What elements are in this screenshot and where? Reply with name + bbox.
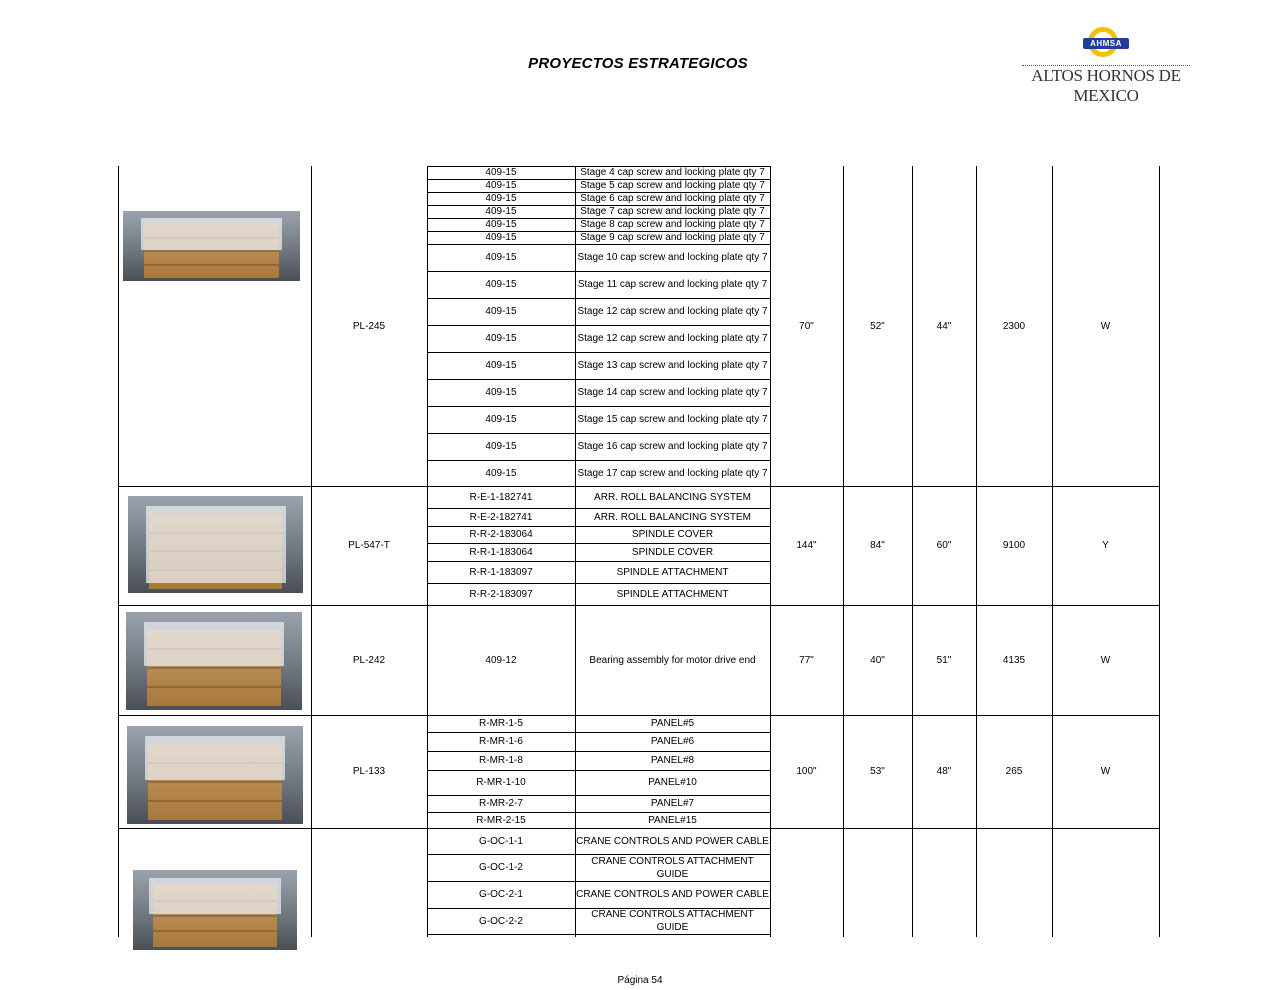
description-cell: Stage 15 cap screw and locking plate qty 7 [577, 414, 768, 425]
part-number-cell: R-MR-2-15 [476, 814, 526, 826]
description-cell: Stage 10 cap screw and locking plate qty 7 [577, 252, 768, 263]
description-cell: SPINDLE ATTACHMENT [616, 566, 729, 578]
part-number-cell: G-OC-1-1 [479, 835, 523, 847]
part-number-cell: R-MR-1-6 [479, 736, 523, 747]
part-number-cell: R-E-2-182741 [469, 511, 533, 523]
description-cell: Stage 7 cap screw and locking plate qty 7 [580, 206, 765, 217]
description-cell: PANEL#15 [648, 814, 697, 826]
height-cell: 51" [936, 654, 952, 666]
part-number-cell: 409-15 [485, 180, 517, 191]
part-number-cell: 409-15 [485, 232, 517, 243]
description-cell: ARR. ROLL BALANCING SYSTEM [594, 491, 751, 503]
length-cell: 100" [796, 766, 817, 777]
weight-cell: 9100 [1002, 540, 1026, 551]
class-code-cell [1052, 828, 1159, 934]
description-cell: PANEL#10 [648, 777, 697, 788]
description-cell: CRANE CONTROLS ATTACHMENT GUIDE [591, 909, 754, 933]
height-cell: 60" [936, 540, 952, 551]
row-divider [427, 934, 771, 935]
class-code-cell: W [1100, 320, 1111, 332]
part-number-cell: G-OC-1-2 [479, 862, 523, 873]
package-id-cell: PL-133 [352, 766, 386, 777]
part-number-cell: 409-15 [485, 279, 517, 290]
description-cell: PANEL#5 [650, 718, 695, 729]
logo-badge: AHMSA [1083, 38, 1129, 49]
class-code-cell: W [1100, 766, 1111, 777]
part-number-cell: G-OC-2-1 [479, 889, 523, 900]
description-cell: Bearing assembly for motor drive end [589, 654, 756, 666]
part-number-cell: G-OC-2-2 [479, 915, 523, 927]
part-number-cell: 409-15 [485, 441, 517, 452]
description-cell: SPINDLE COVER [631, 529, 714, 540]
description-cell: Stage 14 cap screw and locking plate qty 7 [577, 387, 768, 398]
description-cell: PANEL#8 [650, 755, 695, 766]
part-number-cell: R-R-2-183097 [469, 588, 533, 600]
width-cell: 52" [870, 320, 885, 332]
page-number: Página 54 [617, 975, 663, 986]
height-cell: 48" [936, 766, 952, 777]
width-cell [843, 828, 912, 934]
height-cell: 44" [936, 320, 952, 332]
part-number-cell: R-E-1-182741 [469, 491, 533, 503]
description-cell: PANEL#7 [650, 798, 695, 809]
crate-photo [127, 726, 303, 824]
part-number-cell: 409-12 [485, 654, 517, 666]
part-number-cell: R-R-2-183064 [469, 529, 533, 540]
package-id-cell [311, 828, 427, 934]
length-cell: 144" [796, 540, 817, 551]
description-cell: Stage 9 cap screw and locking plate qty 7 [580, 232, 765, 243]
width-cell: 84" [870, 540, 885, 551]
company-logo [1020, 24, 1192, 105]
description-cell: CRANE CONTROLS AND POWER CABLE [576, 889, 769, 900]
crate-photo [126, 612, 302, 710]
part-number-cell: 409-15 [485, 467, 517, 479]
length-cell [770, 828, 843, 934]
part-number-cell: R-MR-1-5 [479, 718, 523, 729]
column-divider [1159, 166, 1160, 937]
part-number-cell: 409-15 [485, 193, 517, 204]
part-number-cell: R-MR-1-10 [476, 777, 526, 788]
class-code-cell: W [1100, 654, 1111, 666]
length-cell: 77" [799, 654, 814, 666]
package-id-cell: PL-242 [352, 654, 386, 666]
description-cell: CRANE CONTROLS AND POWER CABLE [576, 835, 769, 847]
page-title: PROYECTOS ESTRATEGICOS [528, 55, 748, 72]
logo-company-name: ALTOS HORNOS DE MEXICO [1031, 66, 1181, 105]
part-number-cell: 409-15 [485, 206, 517, 217]
description-cell: Stage 16 cap screw and locking plate qty 7 [577, 441, 768, 452]
part-number-cell: 409-15 [485, 306, 517, 317]
part-number-cell: R-R-1-183064 [469, 546, 533, 558]
description-cell: SPINDLE COVER [631, 546, 714, 558]
width-cell: 40" [870, 654, 885, 666]
description-cell: ARR. ROLL BALANCING SYSTEM [594, 511, 751, 523]
description-cell: Stage 17 cap screw and locking plate qty 7 [577, 467, 768, 479]
part-number-cell: 409-15 [485, 219, 517, 230]
description-cell: CRANE CONTROLS ATTACHMENT GUIDE [591, 855, 754, 880]
description-cell: Stage 13 cap screw and locking plate qty 7 [577, 360, 768, 371]
description-cell: Stage 5 cap screw and locking plate qty 7 [580, 180, 765, 191]
crate-photo [133, 870, 297, 950]
weight-cell [976, 828, 1052, 934]
description-cell: PANEL#6 [650, 736, 695, 747]
part-number-cell: 409-15 [485, 360, 517, 371]
description-cell: Stage 12 cap screw and locking plate qty 7 [577, 306, 768, 317]
class-code-cell: Y [1102, 540, 1109, 551]
part-number-cell: R-MR-1-8 [479, 755, 523, 766]
description-cell: Stage 12 cap screw and locking plate qty 7 [577, 333, 768, 344]
package-id-cell: PL-547-T [348, 540, 390, 551]
description-cell: Stage 8 cap screw and locking plate qty 7 [580, 219, 765, 230]
weight-cell: 2300 [1002, 320, 1026, 332]
weight-cell: 4135 [1002, 654, 1026, 666]
part-number-cell: 409-15 [485, 167, 517, 178]
width-cell: 53" [870, 766, 885, 777]
part-number-cell: 409-15 [485, 333, 517, 344]
description-cell: Stage 11 cap screw and locking plate qty 7 [577, 279, 768, 290]
part-number-cell: 409-15 [485, 414, 517, 425]
height-cell [912, 828, 976, 934]
part-number-cell: 409-15 [485, 252, 517, 263]
description-cell: Stage 6 cap screw and locking plate qty 7 [580, 193, 765, 204]
part-number-cell: 409-15 [485, 387, 517, 398]
weight-cell: 265 [1005, 766, 1023, 777]
crate-photo [128, 496, 303, 593]
crate-photo [123, 211, 300, 281]
part-number-cell: R-MR-2-7 [479, 798, 523, 809]
description-cell: Stage 4 cap screw and locking plate qty 7 [580, 167, 765, 178]
length-cell: 70" [799, 320, 814, 332]
column-divider [118, 166, 119, 937]
package-id-cell: PL-245 [352, 320, 386, 332]
description-cell: SPINDLE ATTACHMENT [616, 588, 729, 600]
part-number-cell: R-R-1-183097 [469, 566, 533, 578]
